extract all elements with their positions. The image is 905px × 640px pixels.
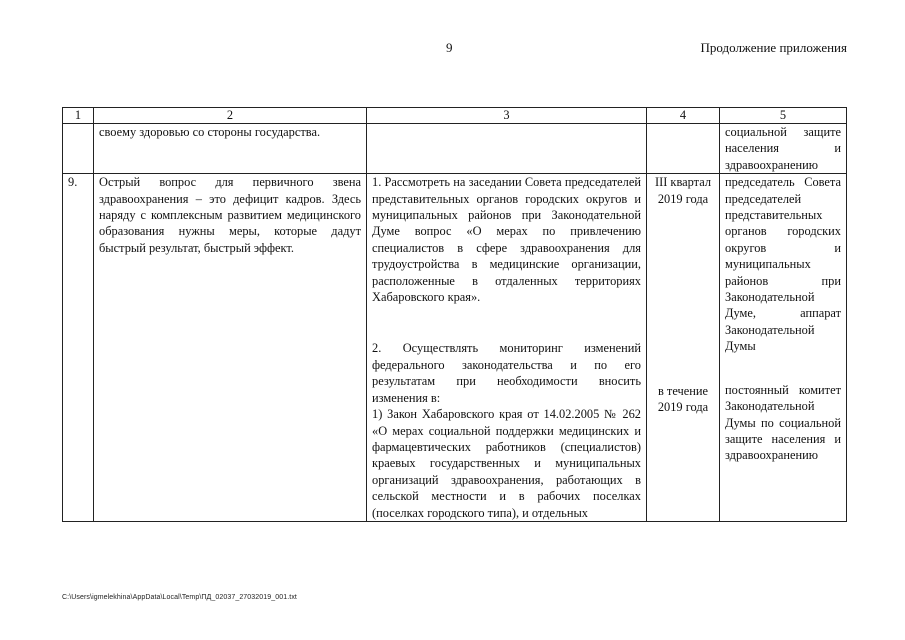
page-number: 9 — [446, 40, 453, 55]
responsible-1: председатель Совета председателей представительных органов городских округов и муниципальных районов при Законодательной Думе, аппарат Законодательной Думы — [725, 175, 841, 354]
running-title: Продолжение приложения — [700, 40, 847, 55]
table-row — [63, 174, 847, 522]
term-cell — [647, 174, 720, 522]
spacer — [652, 207, 714, 383]
issue-cell: Острый вопрос для первичного звена здравоохранения – это дефицит кадров. Здесь наряду с комплексным развитием медицинского образования нужны меры, которые дадут быстрый результат, быстрый эффект. — [94, 174, 367, 522]
column-header: 3 — [367, 108, 647, 124]
action-cell — [367, 174, 647, 522]
issue-cell: своему здоровью со стороны государства. — [94, 124, 367, 174]
table-cell — [63, 124, 94, 174]
table-row — [63, 124, 847, 174]
table-header-row — [63, 108, 847, 124]
row-number-cell: 9. — [63, 174, 94, 522]
column-header: 5 — [720, 108, 847, 124]
column-header: 1 — [63, 108, 94, 124]
measures-table — [62, 107, 847, 522]
column-header: 2 — [94, 108, 367, 124]
responsible-cell — [720, 174, 847, 522]
spacer — [725, 355, 841, 382]
table-cell — [367, 124, 647, 174]
action-2-intro: 2. Осуществлять мониторинг изменений федерального законодательства и по его результатам при необходимости вносить изменения в: — [372, 341, 641, 405]
term-2: в течение 2019 года — [657, 384, 709, 415]
responsible-2: постоянный комитет Законодательной Думы по социальной защите населения и здравоохранению — [725, 382, 841, 463]
term-1: III квартал 2019 года — [654, 175, 712, 206]
action-1: 1. Рассмотреть на заседании Совета председателей представительных органов городских округов и муниципальных районов при Законодательной Думе вопрос «О мерах по привлечению специалистов в сфере здравоохранения для трудоустройства в медицинские организации, расположенные в отдаленных территориях Хабаровского края». — [372, 175, 641, 305]
action-2-item: 1) Закон Хабаровского края от 14.02.2005 № 262 «О мерах социальной поддержки медицинских и фармацевтических работников (специалистов) краевых государственных и муниципальных организаций здравоохранения, работающих в сельской местности и в рабочих поселках (поселках городского типа), и отдельных — [372, 407, 641, 520]
file-path-footer: C:\Users\igmelekhina\AppData\Local\Temp\ПД_02037_27032019_001.txt — [62, 594, 297, 601]
spacer — [372, 305, 641, 340]
column-header: 4 — [647, 108, 720, 124]
responsible-cell: социальной защите населения и здравоохранению — [720, 124, 847, 174]
table-cell — [647, 124, 720, 174]
